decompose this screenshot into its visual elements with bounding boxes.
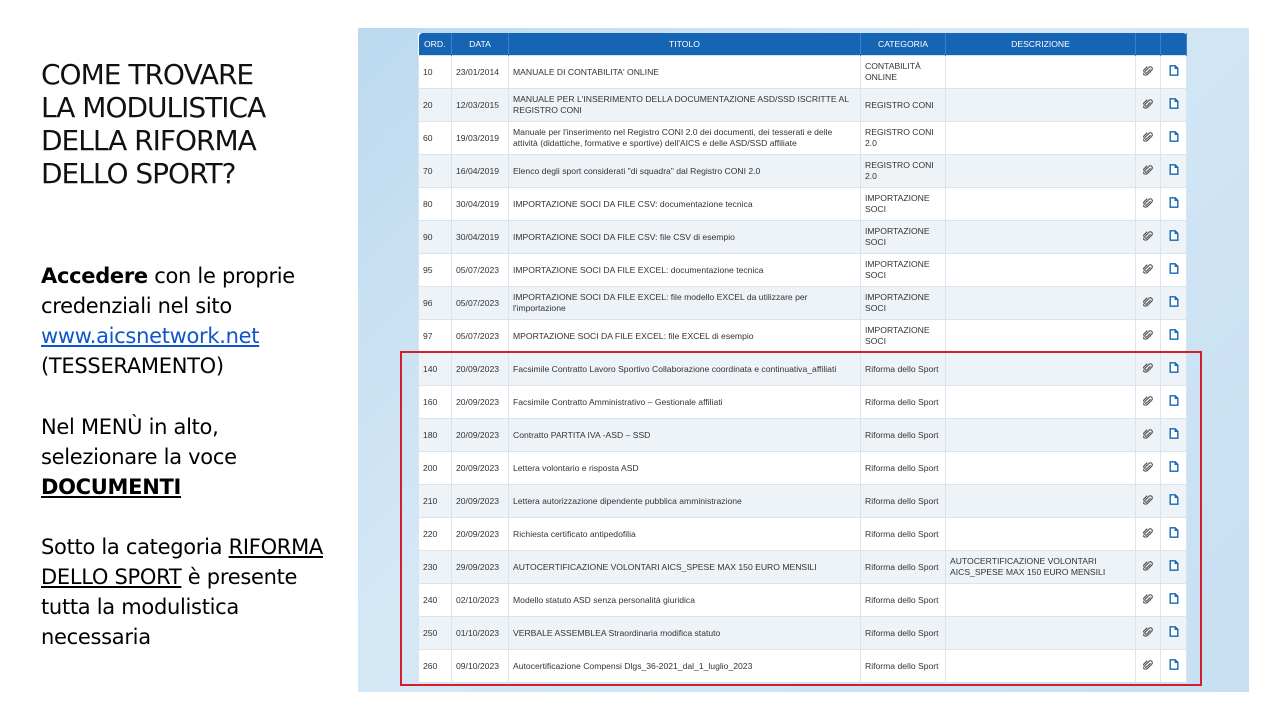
cell-titolo: Modello statuto ASD senza personalità giuridica (509, 584, 861, 617)
cell-ord: 140 (419, 353, 452, 386)
cell-titolo: Manuale per l'inserimento nel Registro CONI 2.0 dei documenti, dei tesserati e delle attività (didattiche, formative e sportive) dell'AICS e delle ASD/SSD affiliate (509, 122, 861, 155)
cell-data: 23/01/2014 (452, 56, 509, 89)
document-icon[interactable] (1169, 329, 1179, 340)
cell-descrizione (946, 221, 1136, 254)
attachment-cell (1136, 287, 1161, 320)
table-row[interactable] (419, 56, 1187, 89)
attachment-cell (1136, 254, 1161, 287)
cell-ord: 160 (419, 386, 452, 419)
cell-titolo: IMPORTAZIONE SOCI DA FILE EXCEL: documentazione tecnica (509, 254, 861, 287)
cell-titolo: IMPORTAZIONE SOCI DA FILE CSV: file CSV di esempio (509, 221, 861, 254)
document-icon[interactable] (1169, 131, 1179, 142)
table-row[interactable] (419, 320, 1187, 353)
cell-titolo: Contratto PARTITA IVA -ASD – SSD (509, 419, 861, 452)
column-header (1161, 33, 1187, 56)
column-header: DATA (452, 33, 509, 56)
cell-categoria: REGISTRO CONI 2.0 (861, 155, 946, 188)
table-row[interactable] (419, 89, 1187, 122)
table-header (419, 33, 1187, 56)
document-cell (1161, 89, 1187, 122)
cell-data: 20/09/2023 (452, 452, 509, 485)
cell-descrizione (946, 89, 1136, 122)
table-row[interactable] (419, 221, 1187, 254)
access-text: con le proprie credenziali nel sito (41, 264, 295, 318)
cell-titolo: Richiesta certificato antipedofilia (509, 518, 861, 551)
cell-data: 09/10/2023 (452, 650, 509, 683)
access-bold: Accedere (41, 264, 148, 288)
document-icon[interactable] (1169, 296, 1179, 307)
cell-data: 05/07/2023 (452, 287, 509, 320)
cell-descrizione: AUTOCERTIFICAZIONE VOLONTARI AICS_SPESE MAX 150 EURO MENSILI (946, 551, 1136, 584)
cell-ord: 95 (419, 254, 452, 287)
document-icon[interactable] (1169, 230, 1179, 241)
access-text-2: (TESSERAMENTO) (41, 354, 224, 378)
attachment-cell (1136, 89, 1161, 122)
document-cell (1161, 254, 1187, 287)
cell-titolo: AUTOCERTIFICAZIONE VOLONTARI AICS_SPESE MAX 150 EURO MENSILI (509, 551, 861, 584)
cell-categoria: Riforma dello Sport (861, 518, 946, 551)
cell-data: 20/09/2023 (452, 518, 509, 551)
cell-data: 16/04/2019 (452, 155, 509, 188)
paperclip-icon[interactable] (1143, 99, 1153, 109)
cell-ord: 200 (419, 452, 452, 485)
column-header: ORD. (419, 33, 452, 56)
cell-categoria: IMPORTAZIONE SOCI (861, 320, 946, 353)
cell-categoria: REGISTRO CONI 2.0 (861, 122, 946, 155)
cell-categoria: Riforma dello Sport (861, 353, 946, 386)
cell-data: 29/09/2023 (452, 551, 509, 584)
riforma-label: RIFORMA DELLO SPORT (41, 535, 323, 589)
cell-data: 30/04/2019 (452, 221, 509, 254)
paperclip-icon[interactable] (1143, 231, 1153, 241)
document-icon[interactable] (1169, 98, 1179, 109)
cell-ord: 10 (419, 56, 452, 89)
cell-ord: 240 (419, 584, 452, 617)
paperclip-icon[interactable] (1143, 198, 1153, 208)
cell-categoria: IMPORTAZIONE SOCI (861, 254, 946, 287)
document-icon[interactable] (1169, 263, 1179, 274)
attachment-cell (1136, 155, 1161, 188)
paperclip-icon[interactable] (1143, 165, 1153, 175)
cell-ord: 230 (419, 551, 452, 584)
cell-ord: 210 (419, 485, 452, 518)
cell-data: 05/07/2023 (452, 320, 509, 353)
cell-ord: 70 (419, 155, 452, 188)
attachment-cell (1136, 122, 1161, 155)
aics-link[interactable]: www.aicsnetwork.net (41, 324, 260, 348)
documenti-label: DOCUMENTI (41, 475, 182, 499)
cell-titolo: Autocertificazione Compensi Dlgs_36-2021_dal_1_luglio_2023 (509, 650, 861, 683)
instruction-menu (41, 412, 341, 502)
cell-data: 02/10/2023 (452, 584, 509, 617)
cell-titolo: VERBALE ASSEMBLEA Straordinaria modifica statuto (509, 617, 861, 650)
cell-titolo: IMPORTAZIONE SOCI DA FILE EXCEL: file modello EXCEL da utilizzare per l'importazione (509, 287, 861, 320)
cell-ord: 180 (419, 419, 452, 452)
cell-descrizione (946, 188, 1136, 221)
document-cell (1161, 320, 1187, 353)
attachment-cell (1136, 320, 1161, 353)
cell-data: 05/07/2023 (452, 254, 509, 287)
cell-data: 30/04/2019 (452, 188, 509, 221)
category-text-2: è presente tutta la modulistica necessaria (41, 565, 298, 649)
cell-ord: 96 (419, 287, 452, 320)
document-cell (1161, 122, 1187, 155)
cell-titolo: MANUALE DI CONTABILITA' ONLINE (509, 56, 861, 89)
cell-ord: 80 (419, 188, 452, 221)
cell-data: 20/09/2023 (452, 386, 509, 419)
column-header: CATEGORIA (861, 33, 946, 56)
instruction-category (41, 532, 341, 652)
paperclip-icon[interactable] (1143, 297, 1153, 307)
column-header: DESCRIZIONE (946, 33, 1136, 56)
attachment-cell (1136, 188, 1161, 221)
cell-categoria: IMPORTAZIONE SOCI (861, 287, 946, 320)
cell-categoria: Riforma dello Sport (861, 452, 946, 485)
cell-data: 20/09/2023 (452, 419, 509, 452)
cell-descrizione (946, 320, 1136, 353)
document-cell (1161, 221, 1187, 254)
cell-ord: 20 (419, 89, 452, 122)
document-cell (1161, 287, 1187, 320)
cell-descrizione (946, 287, 1136, 320)
cell-ord: 220 (419, 518, 452, 551)
table-row[interactable] (419, 287, 1187, 320)
cell-titolo: Elenco degli sport considerati "di squadra" dal Registro CONI 2.0 (509, 155, 861, 188)
cell-descrizione (946, 56, 1136, 89)
table-row[interactable] (419, 122, 1187, 155)
column-header: TITOLO (509, 33, 861, 56)
paperclip-icon[interactable] (1143, 264, 1153, 274)
cell-categoria: Riforma dello Sport (861, 617, 946, 650)
cell-titolo: IMPORTAZIONE SOCI DA FILE CSV: documentazione tecnica (509, 188, 861, 221)
cell-descrizione (946, 254, 1136, 287)
cell-categoria: IMPORTAZIONE SOCI (861, 188, 946, 221)
cell-ord: 97 (419, 320, 452, 353)
document-icon[interactable] (1169, 197, 1179, 208)
cell-ord: 250 (419, 617, 452, 650)
category-text: Sotto la categoria (41, 535, 229, 559)
document-cell (1161, 155, 1187, 188)
cell-titolo: MPORTAZIONE SOCI DA FILE EXCEL: file EXCEL di esempio (509, 320, 861, 353)
cell-categoria: Riforma dello Sport (861, 584, 946, 617)
cell-categoria: REGISTRO CONI (861, 89, 946, 122)
document-icon[interactable] (1169, 164, 1179, 175)
cell-data: 01/10/2023 (452, 617, 509, 650)
menu-text: Nel MENÙ in alto, selezionare la voce (41, 415, 237, 469)
cell-ord: 260 (419, 650, 452, 683)
cell-titolo: Facsimile Contratto Lavoro Sportivo Collaborazione coordinata e continuativa_affiliati (509, 353, 861, 386)
cell-descrizione (946, 155, 1136, 188)
cell-categoria: IMPORTAZIONE SOCI (861, 221, 946, 254)
cell-data: 20/09/2023 (452, 485, 509, 518)
cell-titolo: Lettera autorizzazione dipendente pubblica amministrazione (509, 485, 861, 518)
paperclip-icon[interactable] (1143, 330, 1153, 340)
cell-ord: 60 (419, 122, 452, 155)
cell-descrizione (946, 122, 1136, 155)
cell-data: 20/09/2023 (452, 353, 509, 386)
slide-title: COME TROVARE LA MODULISTICA DELLA RIFORMA DELLO SPORT? (41, 58, 266, 190)
cell-titolo: Lettera volontario e risposta ASD (509, 452, 861, 485)
cell-categoria: Riforma dello Sport (861, 650, 946, 683)
paperclip-icon[interactable] (1143, 66, 1153, 76)
table-row[interactable] (419, 254, 1187, 287)
cell-data: 12/03/2015 (452, 89, 509, 122)
cell-categoria: CONTABILITÀ ONLINE (861, 56, 946, 89)
instruction-access (41, 261, 341, 381)
cell-ord: 90 (419, 221, 452, 254)
cell-categoria: Riforma dello Sport (861, 485, 946, 518)
document-cell (1161, 188, 1187, 221)
cell-categoria: Riforma dello Sport (861, 419, 946, 452)
cell-categoria: Riforma dello Sport (861, 386, 946, 419)
paperclip-icon[interactable] (1143, 132, 1153, 142)
attachment-cell (1136, 221, 1161, 254)
table-row[interactable] (419, 188, 1187, 221)
column-header (1136, 33, 1161, 56)
cell-titolo: MANUALE PER L'INSERIMENTO DELLA DOCUMENTAZIONE ASD/SSD ISCRITTE AL REGISTRO CONI (509, 89, 861, 122)
riforma-highlight-box (400, 351, 1202, 686)
document-cell (1161, 56, 1187, 89)
attachment-cell (1136, 56, 1161, 89)
cell-categoria: Riforma dello Sport (861, 551, 946, 584)
document-icon[interactable] (1169, 65, 1179, 76)
cell-data: 19/03/2019 (452, 122, 509, 155)
cell-titolo: Facsimile Contratto Amministrativo – Gestionale affiliati (509, 386, 861, 419)
table-row[interactable] (419, 155, 1187, 188)
